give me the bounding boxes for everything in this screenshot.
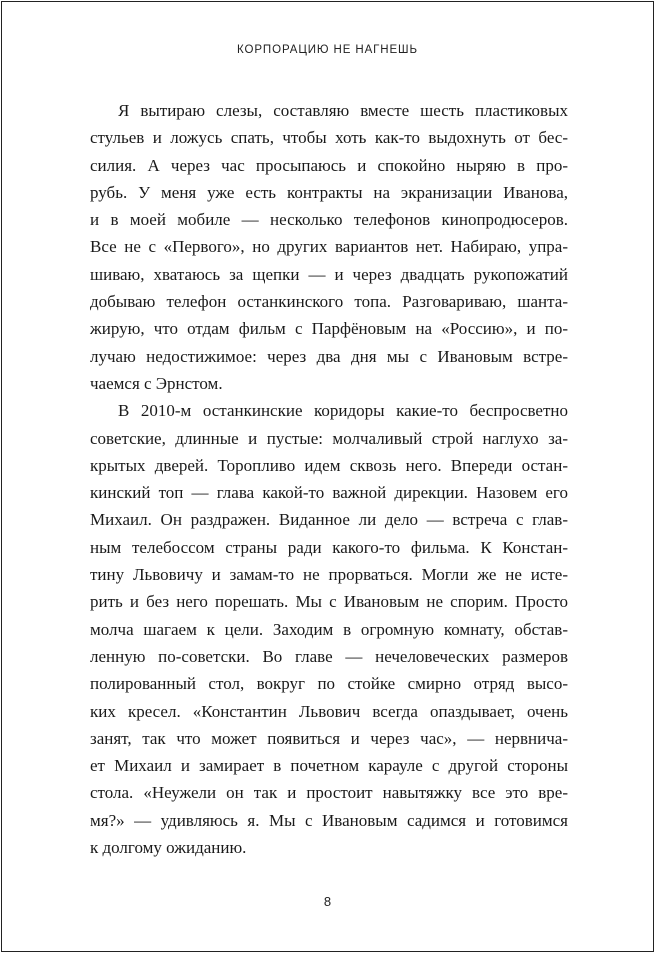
text-line: полированный стол, вокруг по стойке смирно отряд высо- bbox=[90, 674, 568, 694]
text-line: занят, так что может появиться и через час», — нервнича- bbox=[90, 728, 568, 748]
text-line: рубь. У меня уже есть контракты на экранизации Иванова, bbox=[90, 182, 568, 202]
text-line: Все не с «Первого», но других вариантов нет. Набираю, упра- bbox=[90, 237, 568, 257]
running-head: КОРПОРАЦИЮ НЕ НАГНЕШЬ bbox=[237, 44, 418, 56]
page-number: 8 bbox=[323, 894, 332, 909]
text-line: ет Михаил и замирает в почетном карауле с другой стороны bbox=[90, 756, 568, 776]
body-text bbox=[90, 97, 568, 861]
text-line: и в моей мобиле — несколько телефонов кинопродюсеров. bbox=[90, 210, 568, 230]
text-line: крытых дверей. Торопливо идем сквозь него. Впереди остан- bbox=[90, 455, 568, 475]
text-line: мя?» — удивляюсь я. Мы с Ивановым садимся и готовимся bbox=[90, 810, 568, 830]
text-line: к долгому ожиданию. bbox=[90, 838, 247, 858]
text-line: Я вытираю слезы, составляю вместе шесть пластиковых bbox=[118, 101, 568, 120]
text-line: молча шагаем к цели. Заходим в огромную комнату, обстав- bbox=[90, 619, 568, 639]
text-line: советские, длинные и пустые: молчаливый строй наглухо за- bbox=[90, 428, 568, 448]
text-line: стульев и ложусь спать, чтобы хоть как-то выдохнуть от бес- bbox=[90, 128, 568, 148]
text-line: кинский топ — глава какой-то важной дирекции. Назовем его bbox=[90, 483, 568, 503]
text-line: рить и без него порешать. Мы с Ивановым не спорим. Просто bbox=[90, 592, 568, 612]
text-line: ких кресел. «Константин Львович всегда опаздывает, очень bbox=[90, 701, 568, 721]
text-line: чаемся с Эрнстом. bbox=[90, 373, 223, 393]
text-line: жирую, что отдам фильм с Парфёновым на «Россию», и по- bbox=[90, 319, 568, 339]
text-line: стола. «Неужели он так и простоит навытяжку все это вре- bbox=[90, 783, 568, 803]
text-line: тину Львовичу и замам-то не прорваться. Могли же не исте- bbox=[90, 565, 568, 585]
text-line: шиваю, хватаюсь за щепки — и через двадцать рукопожатий bbox=[90, 264, 568, 284]
text-line: лучаю недостижимое: через два дня мы с Ивановым встре- bbox=[90, 346, 568, 366]
text-line: ленную по-советски. Во главе — нечеловеческих размеров bbox=[90, 646, 568, 666]
book-page bbox=[1, 1, 654, 952]
text-line: Михаил. Он раздражен. Виданное ли дело — встреча с глав- bbox=[90, 510, 568, 530]
text-line: ным телебоссом страны ради какого-то фильма. К Констан- bbox=[90, 537, 568, 557]
text-line: силия. А через час просыпаюсь и спокойно ныряю в про- bbox=[90, 155, 568, 175]
text-line: В 2010-м останкинские коридоры какие-то беспросветно bbox=[118, 401, 568, 421]
paragraph-1 bbox=[90, 97, 568, 397]
paragraph-2 bbox=[90, 397, 568, 861]
text-line: добываю телефон останкинского топа. Разговариваю, шанта- bbox=[90, 292, 568, 312]
